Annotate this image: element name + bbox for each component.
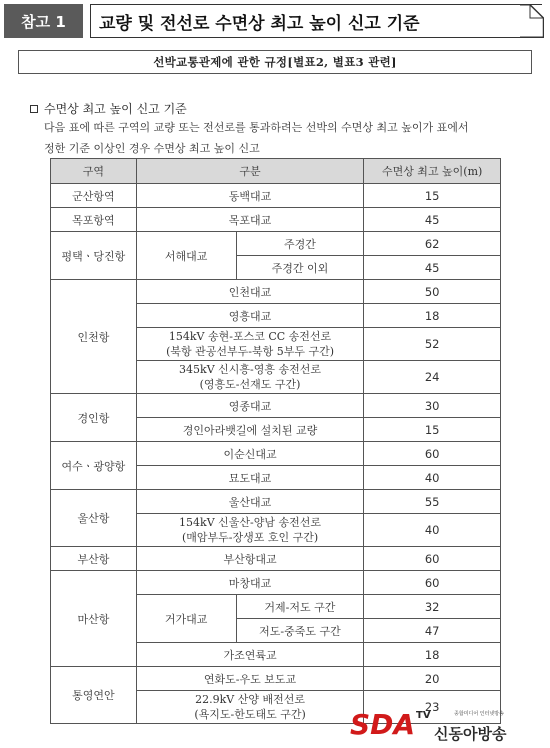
height-cell: 18 (364, 304, 501, 328)
bridge-cell: 연화도-우도 보도교 (136, 667, 363, 691)
bridge-cell: 마창대교 (136, 571, 363, 595)
bridge-cell: 이순신대교 (136, 442, 363, 466)
bridge-cell: 영종대교 (136, 394, 363, 418)
height-cell: 55 (364, 490, 501, 514)
height-cell: 45 (364, 256, 501, 280)
broadcaster-watermark (348, 706, 544, 742)
height-cell: 32 (364, 595, 501, 619)
watermark-brand: 신동아방송 (434, 725, 507, 743)
table-row (51, 394, 501, 418)
header-category: 구분 (136, 159, 363, 184)
svg-text:TV: TV (416, 710, 431, 721)
page-header (4, 4, 544, 40)
page-title: 교량 및 전선로 수면상 최고 높이 신고 기준 (90, 4, 542, 38)
section-cell: 주경간 이외 (236, 256, 364, 280)
table-row (51, 547, 501, 571)
table-row (51, 280, 501, 304)
area-cell: 통영연안 (51, 667, 137, 724)
area-cell: 마산항 (51, 571, 137, 667)
height-cell: 15 (364, 418, 501, 442)
section-heading (30, 100, 187, 117)
bridge-cell (136, 328, 363, 361)
bridge-cell: 동백대교 (136, 184, 363, 208)
bridge-cell (136, 691, 363, 724)
height-cell: 23 (364, 691, 501, 724)
area-cell: 부산항 (51, 547, 137, 571)
height-cell: 60 (364, 571, 501, 595)
powerline-section: (영흥도-선재도 구간) (199, 378, 301, 391)
area-cell: 울산항 (51, 490, 137, 547)
height-cell: 47 (364, 619, 501, 643)
area-cell: 평택ㆍ당진항 (51, 232, 137, 280)
powerline-section: (북항 관공선부두-북항 5부두 구간) (166, 345, 334, 358)
powerline-section: (욕지도-한도태도 구간) (194, 708, 306, 721)
description-line-2: 정한 기준 이상인 경우 수면상 최고 높이 신고 (44, 142, 260, 155)
height-cell: 60 (364, 442, 501, 466)
height-cell: 52 (364, 328, 501, 361)
height-cell: 62 (364, 232, 501, 256)
regulation-reference: 선박교통관제에 관한 규정[별표2, 별표3 관련] (18, 50, 532, 74)
area-cell: 여수ㆍ광양항 (51, 442, 137, 490)
area-cell: 군산항역 (51, 184, 137, 208)
height-cell: 40 (364, 514, 501, 547)
reference-badge: 참고 1 (4, 4, 83, 38)
table-row (51, 442, 501, 466)
height-cell: 50 (364, 280, 501, 304)
header-height: 수면상 최고 높이(m) (364, 159, 501, 184)
bridge-cell: 목포대교 (136, 208, 363, 232)
area-cell: 인천항 (51, 280, 137, 394)
description-line-1: 다음 표에 따른 구역의 교량 또는 전선로를 통과하려는 선박의 수면상 최고 높이가 표에서 (44, 121, 469, 134)
bridge-cell (136, 361, 363, 394)
bridge-cell: 묘도대교 (136, 466, 363, 490)
powerline-name: 154kV 송현-포스코 CC 송전선로 (168, 330, 332, 343)
svg-text:SDA: SDA (350, 708, 416, 741)
height-cell: 40 (364, 466, 501, 490)
bridge-cell: 거가대교 (136, 595, 236, 643)
section-cell: 저도-중죽도 구간 (236, 619, 364, 643)
folded-corner-icon (520, 4, 544, 38)
table-header-row (51, 159, 501, 184)
section-description (44, 117, 534, 159)
watermark-tagline: 종합미디어 인터넷방송 (454, 711, 504, 717)
height-cell: 30 (364, 394, 501, 418)
table-row (51, 208, 501, 232)
bridge-cell (136, 514, 363, 547)
section-cell: 거제-저도 구간 (236, 595, 364, 619)
powerline-name: 22.9kV 산양 배전선로 (195, 693, 305, 706)
table-row (51, 232, 501, 256)
height-cell: 45 (364, 208, 501, 232)
table-row (51, 571, 501, 595)
section-cell: 주경간 (236, 232, 364, 256)
header-area: 구역 (51, 159, 137, 184)
height-cell: 18 (364, 643, 501, 667)
powerline-section: (매암부두-장생포 호인 구간) (181, 531, 319, 544)
height-cell: 24 (364, 361, 501, 394)
powerline-name: 345kV 신시흥-영흥 송전선로 (179, 363, 321, 376)
powerline-name: 154kV 신울산-양남 송전선로 (179, 516, 321, 529)
square-bullet-icon (30, 105, 38, 113)
bridge-cell: 서해대교 (136, 232, 236, 280)
table-row (51, 490, 501, 514)
bridge-cell: 울산대교 (136, 490, 363, 514)
sda-logo-icon (348, 706, 434, 742)
area-cell: 목포항역 (51, 208, 137, 232)
height-cell: 15 (364, 184, 501, 208)
height-cell: 60 (364, 547, 501, 571)
bridge-cell: 인천대교 (136, 280, 363, 304)
height-criteria-table (50, 158, 501, 724)
section-title: 수면상 최고 높이 신고 기준 (44, 102, 187, 116)
table-row (51, 667, 501, 691)
area-cell: 경인항 (51, 394, 137, 442)
bridge-cell: 가조연륙교 (136, 643, 363, 667)
height-cell: 20 (364, 667, 501, 691)
bridge-cell: 부산항대교 (136, 547, 363, 571)
bridge-cell: 경인아라뱃길에 설치된 교량 (136, 418, 363, 442)
bridge-cell: 영흥대교 (136, 304, 363, 328)
table-row (51, 184, 501, 208)
